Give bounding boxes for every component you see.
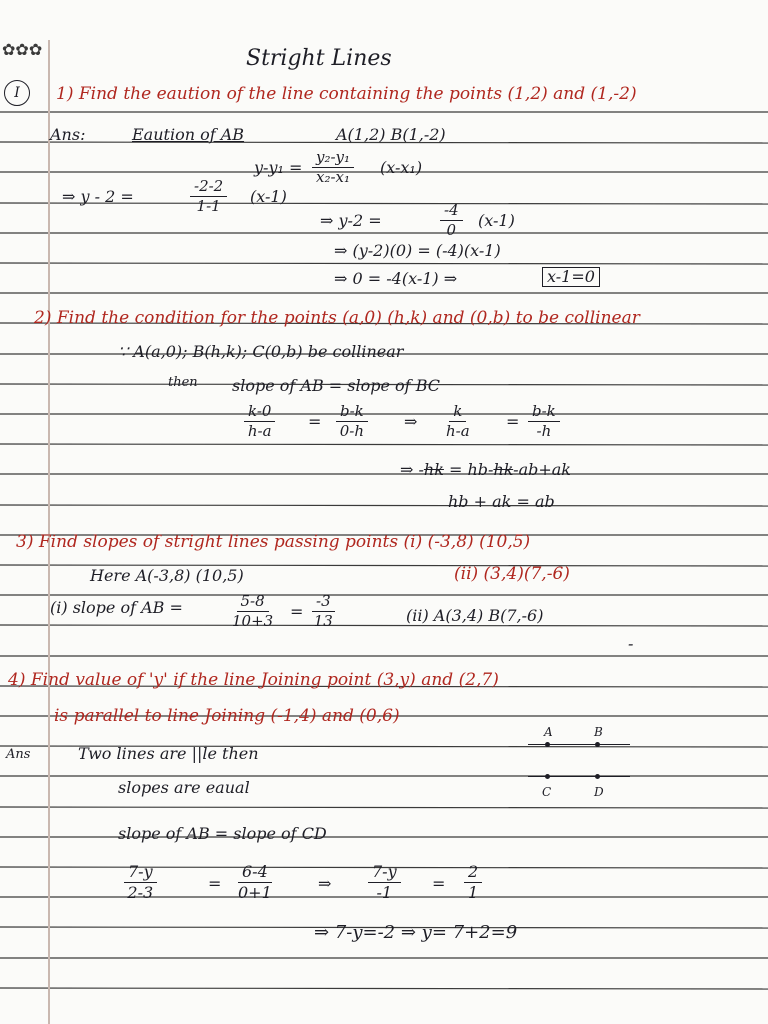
section-number-circle: I bbox=[4, 80, 30, 106]
q3-line2-lhs: (i) slope of AB = bbox=[50, 598, 183, 617]
q3-question: 3) Find slopes of stright lines passing points (i) (-3,8) (10,5) bbox=[16, 532, 531, 552]
q2-step1-post: -ab+ak bbox=[513, 460, 571, 479]
q3-frac1 bbox=[232, 594, 273, 630]
q1-step2-fraction bbox=[440, 203, 463, 239]
q1-line1-left: Eaution of AB bbox=[132, 125, 245, 144]
q4-sketch-line-cd bbox=[528, 776, 630, 777]
q4-sketch-point-b bbox=[595, 742, 600, 747]
ruled-line bbox=[0, 988, 768, 989]
q3-eq: = bbox=[290, 602, 304, 621]
q1-step2-den: 0 bbox=[446, 220, 457, 239]
q4-question-line1: 4) Find value of 'y' if the line Joining point (3,y) and (2,7) bbox=[8, 670, 499, 690]
ruled-line bbox=[0, 807, 768, 808]
q1-step1-lhs: ⇒ y - 2 = bbox=[62, 187, 134, 206]
q2-frac3 bbox=[446, 404, 470, 440]
q1-line1-right: A(1,2) B(1,-2) bbox=[336, 125, 446, 144]
q2-step2: hb + ak = ab bbox=[448, 492, 555, 511]
q4-step1: ⇒ 7-y=-2 ⇒ y= 7+2=9 bbox=[314, 922, 518, 943]
q2-frac1-num: k-0 bbox=[244, 404, 275, 422]
q1-step4: ⇒ 0 = -4(x-1) ⇒ bbox=[334, 269, 458, 288]
q4-frac2 bbox=[238, 864, 272, 902]
q2-frac4-den: -h bbox=[536, 421, 552, 440]
q2-step1-strike2: hk bbox=[493, 460, 514, 479]
q2-step1-pre: ⇒ - bbox=[400, 460, 424, 479]
q4-sketch-point-c bbox=[545, 774, 550, 779]
q4-frac3-num: 7-y bbox=[368, 864, 401, 883]
q4-frac3-den: -1 bbox=[376, 882, 393, 902]
ruled-line bbox=[0, 625, 768, 626]
q4-line3: slope of AB = slope of CD bbox=[118, 824, 327, 843]
q4-line1: Two lines are ||le then bbox=[78, 744, 259, 763]
q4-frac2-num: 6-4 bbox=[238, 864, 272, 883]
q2-frac1 bbox=[244, 404, 275, 440]
q1-formula-lhs: y-y₁ = bbox=[254, 158, 303, 177]
q2-frac2 bbox=[336, 404, 368, 440]
q2-line1: ∵ A(a,0); B(h,k); C(0,b) be collinear bbox=[118, 342, 404, 361]
q1-formula-fraction bbox=[312, 150, 354, 186]
q2-frac4-num: b-k bbox=[528, 404, 560, 422]
q2-eq2: = bbox=[506, 412, 520, 431]
ornament-icon: ✿✿✿ bbox=[2, 40, 43, 59]
q3-frac2-den: 13 bbox=[313, 611, 333, 630]
q4-sketch-line-ab bbox=[528, 744, 630, 745]
q3-frac1-den: 10+3 bbox=[232, 611, 274, 630]
q2-frac3-den: h-a bbox=[446, 421, 470, 440]
q2-line2: slope of AB = slope of BC bbox=[232, 376, 440, 395]
q2-then: then bbox=[168, 375, 198, 390]
q1-step1-den: 1-1 bbox=[196, 196, 221, 215]
q1-step1-fraction bbox=[190, 179, 227, 215]
q1-step2-lhs: ⇒ y-2 = bbox=[320, 211, 382, 230]
q3-frac2 bbox=[312, 594, 335, 630]
q4-frac1-den: 2-3 bbox=[127, 882, 154, 902]
q4-frac1-num: 7-y bbox=[124, 864, 157, 883]
q1-formula-den: x₂-x₁ bbox=[316, 167, 351, 186]
q4-question-line2: is parallel to line Joining (-1,4) and (0,6) bbox=[54, 706, 400, 726]
q2-question: 2) Find the condition for the points (a,0) (h,k) and (0,b) to be collinear bbox=[34, 308, 640, 328]
q1-step2-rhs: (x-1) bbox=[478, 211, 515, 230]
q3-line2-ii: (ii) A(3,4) B(7,-6) bbox=[406, 606, 544, 625]
q4-eq2: = bbox=[432, 874, 446, 893]
q3-question-ii: (ii) (3,4)(7,-6) bbox=[454, 564, 570, 584]
q2-step1 bbox=[400, 462, 571, 478]
ruled-line bbox=[0, 263, 768, 264]
q1-step1-rhs: (x-1) bbox=[250, 187, 287, 206]
page-title: Stright Lines bbox=[246, 46, 392, 71]
q4-frac4 bbox=[464, 864, 482, 902]
q4-eq1: = bbox=[208, 874, 222, 893]
q2-arrow: ⇒ bbox=[404, 412, 418, 431]
q1-answer-label: Ans: bbox=[50, 125, 86, 144]
q4-frac2-den: 0+1 bbox=[238, 882, 272, 902]
q2-step1-strike1: hk bbox=[423, 460, 444, 479]
ruled-line bbox=[0, 505, 768, 506]
q1-question: 1) Find the eaution of the line containing the points (1,2) and (1,-2) bbox=[56, 84, 637, 104]
q3-frac2-num: -3 bbox=[312, 594, 335, 612]
q2-frac2-num: b-k bbox=[336, 404, 368, 422]
q4-sketch-point-d bbox=[595, 774, 600, 779]
q4-frac4-den: 1 bbox=[468, 882, 479, 902]
q4-frac4-num: 2 bbox=[464, 864, 482, 883]
q2-frac4 bbox=[528, 404, 560, 440]
ruled-line bbox=[0, 444, 768, 445]
q1-step2-num: -4 bbox=[440, 203, 463, 221]
q4-arrow: ⇒ bbox=[318, 874, 332, 893]
q4-frac1 bbox=[124, 864, 157, 902]
q2-step1-mid: = hb- bbox=[443, 460, 494, 479]
q1-formula-num: y₂-y₁ bbox=[312, 150, 354, 168]
q2-eq1: = bbox=[308, 412, 322, 431]
q2-frac1-den: h-a bbox=[247, 421, 272, 440]
q4-answer-label: Ans bbox=[6, 747, 31, 762]
q4-frac3 bbox=[368, 864, 401, 902]
q4-label-d: D bbox=[594, 785, 604, 799]
q3-line1: Here A(-3,8) (10,5) bbox=[90, 566, 244, 585]
q4-label-b: B bbox=[594, 725, 603, 739]
q2-frac3-num: k bbox=[449, 404, 466, 422]
q1-step3: ⇒ (y-2)(0) = (-4)(x-1) bbox=[334, 241, 501, 260]
q1-formula-rhs: (x-x₁) bbox=[380, 158, 423, 177]
q3-frac1-num: 5-8 bbox=[237, 594, 269, 612]
page-footer-mark: - bbox=[628, 634, 634, 653]
q1-result-box: x-1=0 bbox=[542, 267, 600, 287]
q1-step1-num: -2-2 bbox=[190, 179, 227, 197]
q4-line2: slopes are eaual bbox=[118, 778, 250, 797]
q4-sketch-point-a bbox=[545, 742, 550, 747]
q4-label-c: C bbox=[542, 785, 552, 799]
q2-frac2-den: 0-h bbox=[339, 421, 365, 440]
q4-label-a: A bbox=[544, 725, 553, 739]
